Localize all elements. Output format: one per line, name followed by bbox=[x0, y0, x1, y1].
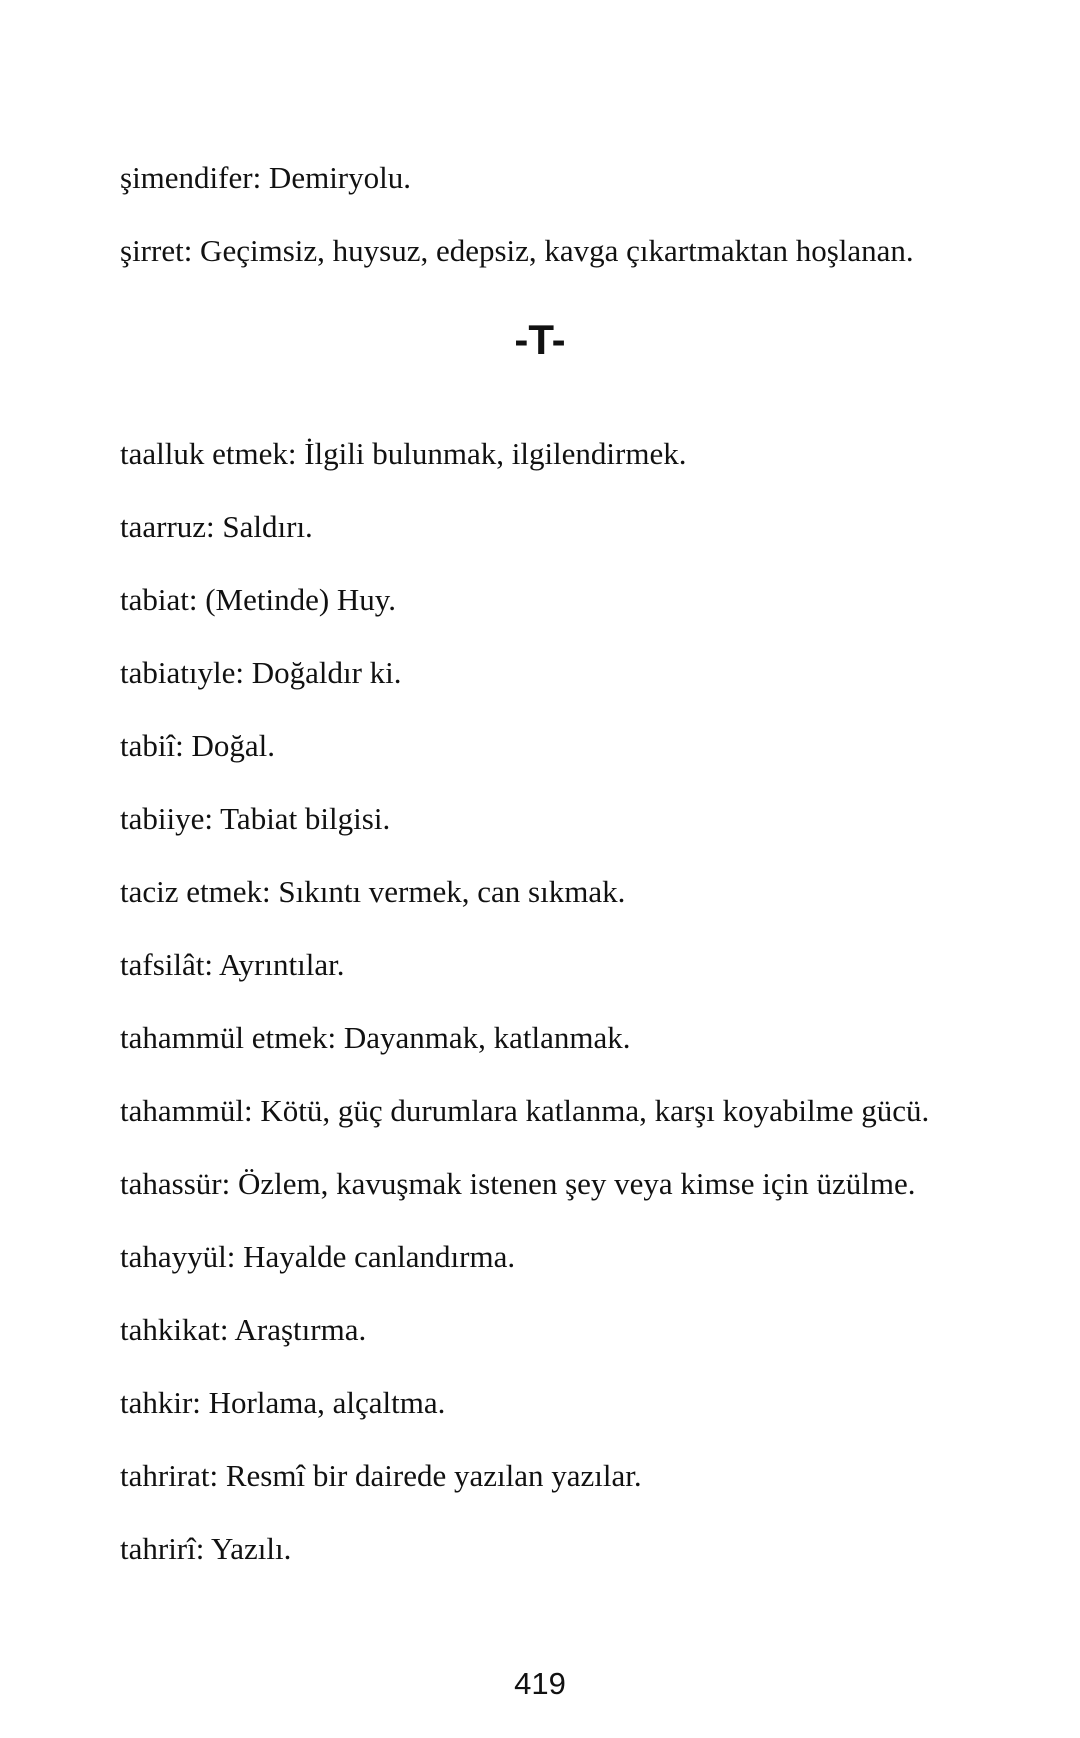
glossary-entry: taarruz: Saldırı. bbox=[120, 509, 313, 544]
glossary-entry: şimendifer: Demiryolu. bbox=[120, 160, 411, 195]
glossary-entry: şirret: Geçimsiz, huysuz, edepsiz, kavga çıkartmaktan hoşlanan. bbox=[120, 233, 914, 268]
glossary-entry: tabiat: (Metinde) Huy. bbox=[120, 582, 397, 617]
glossary-entry: tahammül: Kötü, güç durumlara katlanma, karşı koyabilme gücü. bbox=[120, 1093, 930, 1128]
glossary-entry: taalluk etmek: İlgili bulunmak, ilgilendirmek. bbox=[120, 436, 687, 471]
glossary-entry: tahkikat: Araştırma. bbox=[120, 1312, 367, 1347]
page-number: 419 bbox=[514, 1666, 566, 1701]
glossary-entry: tahkir: Horlama, alçaltma. bbox=[120, 1385, 446, 1420]
glossary-entry: tabiî: Doğal. bbox=[120, 728, 275, 763]
glossary-entry: tahassür: Özlem, kavuşmak istenen şey veya kimse için üzülme. bbox=[120, 1166, 916, 1201]
glossary-entry: tahayyül: Hayalde canlandırma. bbox=[120, 1239, 516, 1274]
glossary-entry: tafsilât: Ayrıntılar. bbox=[120, 947, 345, 982]
glossary-entry: tahrirat: Resmî bir dairede yazılan yazılar. bbox=[120, 1458, 642, 1493]
glossary-entry: tahammül etmek: Dayanmak, katlanmak. bbox=[120, 1020, 631, 1055]
glossary-entry: taciz etmek: Sıkıntı vermek, can sıkmak. bbox=[120, 874, 626, 909]
section-heading: -T- bbox=[514, 316, 566, 363]
glossary-entry: tabiatıyle: Doğaldır ki. bbox=[120, 655, 402, 690]
glossary-entry: tahrirî: Yazılı. bbox=[120, 1531, 292, 1566]
glossary-entry: tabiiye: Tabiat bilgisi. bbox=[120, 801, 391, 836]
